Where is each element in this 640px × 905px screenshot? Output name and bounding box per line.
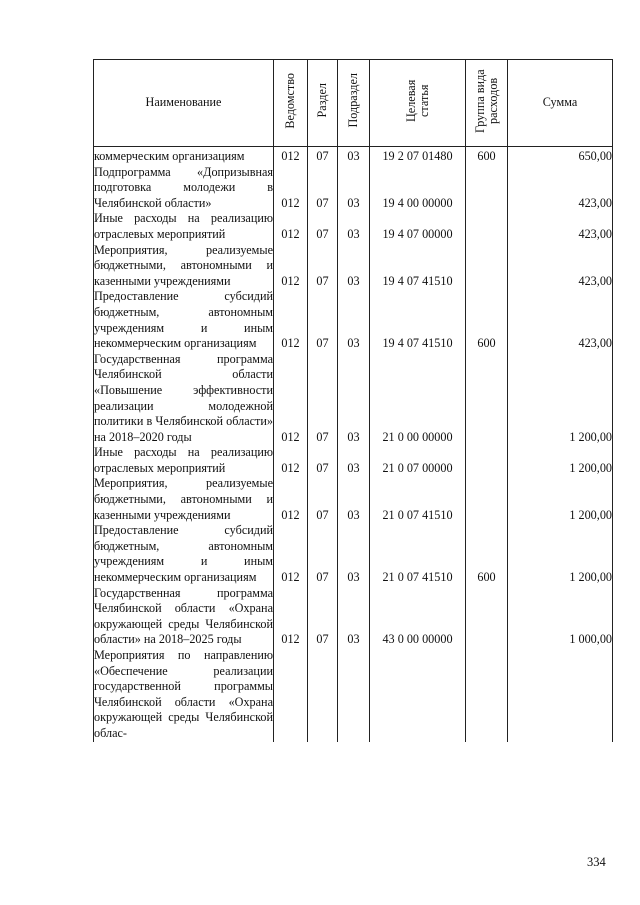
row-expense-group: 600 xyxy=(466,289,508,351)
table-row xyxy=(94,211,613,242)
row-department: 012 xyxy=(274,289,308,351)
table-header xyxy=(94,60,613,147)
row-subsection: 03 xyxy=(338,165,370,212)
row-expense-group: 600 xyxy=(466,523,508,585)
row-target-article: 19 4 00 00000 xyxy=(370,165,466,212)
row-expense-group xyxy=(466,586,508,648)
row-amount: 1 200,00 xyxy=(508,523,613,585)
row-name: Государственная программа Челябинской области «Повышение эффективности реализации молодежной политики в Челябинской области» на 2018–2020 годы xyxy=(94,351,273,444)
row-amount: 423,00 xyxy=(508,289,613,351)
row-target-article: 19 4 07 41510 xyxy=(370,243,466,290)
row-section: 07 xyxy=(308,147,338,165)
table-row xyxy=(94,147,613,165)
row-amount: 1 000,00 xyxy=(508,586,613,648)
row-department: 012 xyxy=(274,165,308,212)
row-name: Государственная программа Челябинской области «Охрана окружающей среды Челябинской области» на 2018–2025 годы xyxy=(94,585,273,647)
row-target-article: 19 4 07 41510 xyxy=(370,289,466,351)
row-section: 07 xyxy=(308,289,338,351)
row-subsection: 03 xyxy=(338,243,370,290)
row-subsection: 03 xyxy=(338,445,370,476)
row-department: 012 xyxy=(274,586,308,648)
table-row xyxy=(94,352,613,446)
row-expense-group xyxy=(466,352,508,446)
row-section: 07 xyxy=(308,476,338,523)
row-section: 07 xyxy=(308,352,338,446)
row-target-article: 43 0 00 00000 xyxy=(370,586,466,648)
row-expense-group xyxy=(466,476,508,523)
row-target-article: 19 2 07 01480 xyxy=(370,147,466,165)
row-department: 012 xyxy=(274,243,308,290)
header-name: Наименование xyxy=(94,60,274,147)
header-expense-group: Группа вида расходов xyxy=(466,60,508,147)
row-expense-group xyxy=(466,648,508,742)
header-department: Ведомство xyxy=(274,60,308,147)
row-subsection: 03 xyxy=(338,289,370,351)
table-body xyxy=(94,147,613,742)
row-expense-group: 600 xyxy=(466,147,508,165)
table-row xyxy=(94,445,613,476)
table-row xyxy=(94,165,613,212)
row-subsection: 03 xyxy=(338,352,370,446)
row-name: Подпрограмма «Допризывная подготовка молодежи в Челябинской области» xyxy=(94,164,273,210)
row-expense-group xyxy=(466,445,508,476)
row-section xyxy=(308,648,338,742)
row-amount: 423,00 xyxy=(508,165,613,212)
row-amount: 1 200,00 xyxy=(508,352,613,446)
row-expense-group xyxy=(466,165,508,212)
table-row xyxy=(94,476,613,523)
row-amount: 423,00 xyxy=(508,211,613,242)
row-amount: 423,00 xyxy=(508,243,613,290)
row-amount: 1 200,00 xyxy=(508,476,613,523)
budget-table xyxy=(93,59,613,742)
row-subsection: 03 xyxy=(338,211,370,242)
row-name: Иные расходы на реализацию отраслевых мероприятий xyxy=(94,211,273,241)
row-section: 07 xyxy=(308,243,338,290)
row-amount xyxy=(508,648,613,742)
table-row xyxy=(94,648,613,742)
row-target-article: 21 0 07 00000 xyxy=(370,445,466,476)
row-target-article: 21 0 07 41510 xyxy=(370,476,466,523)
row-target-article: 21 0 07 41510 xyxy=(370,523,466,585)
header-section: Раздел xyxy=(308,60,338,147)
row-subsection: 03 xyxy=(338,586,370,648)
row-section: 07 xyxy=(308,211,338,242)
row-name: Предоставление субсидий бюджетным, автономным учреждениям и иным некоммерческим организациям xyxy=(94,523,273,585)
row-name: Мероприятия, реализуемые бюджетными, автономными и казенными учреждениями xyxy=(94,242,273,288)
row-subsection: 03 xyxy=(338,476,370,523)
row-name: Мероприятия по направлению «Обеспечение реализации государственной программы Челябинской области «Охрана окружающей среды Челябинской облас- xyxy=(94,648,273,740)
row-subsection: 03 xyxy=(338,523,370,585)
row-expense-group xyxy=(466,243,508,290)
row-department: 012 xyxy=(274,445,308,476)
row-name: Мероприятия, реализуемые бюджетными, автономными и казенными учреждениями xyxy=(94,476,273,522)
row-department: 012 xyxy=(274,352,308,446)
table-row xyxy=(94,289,613,351)
row-target-article: 21 0 00 00000 xyxy=(370,352,466,446)
row-name: коммерческим организациям xyxy=(94,147,274,165)
row-section: 07 xyxy=(308,523,338,585)
row-amount: 1 200,00 xyxy=(508,445,613,476)
row-subsection: 03 xyxy=(338,147,370,165)
row-expense-group xyxy=(466,211,508,242)
table-row xyxy=(94,586,613,648)
row-subsection xyxy=(338,648,370,742)
row-department: 012 xyxy=(274,147,308,165)
row-department: 012 xyxy=(274,211,308,242)
header-target-article: Целевая статья xyxy=(370,60,466,147)
row-name: Иные расходы на реализацию отраслевых мероприятий xyxy=(94,445,273,475)
row-target-article xyxy=(370,648,466,742)
row-target-article: 19 4 07 00000 xyxy=(370,211,466,242)
header-subsection: Подраздел xyxy=(338,60,370,147)
table-row xyxy=(94,243,613,290)
page-number: 334 xyxy=(587,855,606,869)
row-section: 07 xyxy=(308,445,338,476)
header-amount: Сумма xyxy=(508,60,613,147)
row-section: 07 xyxy=(308,586,338,648)
row-department xyxy=(274,648,308,742)
row-department: 012 xyxy=(274,523,308,585)
row-amount: 650,00 xyxy=(508,147,613,165)
row-name: Предоставление субсидий бюджетным, автономным учреждениям и иным некоммерческим организациям xyxy=(94,289,273,351)
table-row xyxy=(94,523,613,585)
row-section: 07 xyxy=(308,165,338,212)
row-department: 012 xyxy=(274,476,308,523)
